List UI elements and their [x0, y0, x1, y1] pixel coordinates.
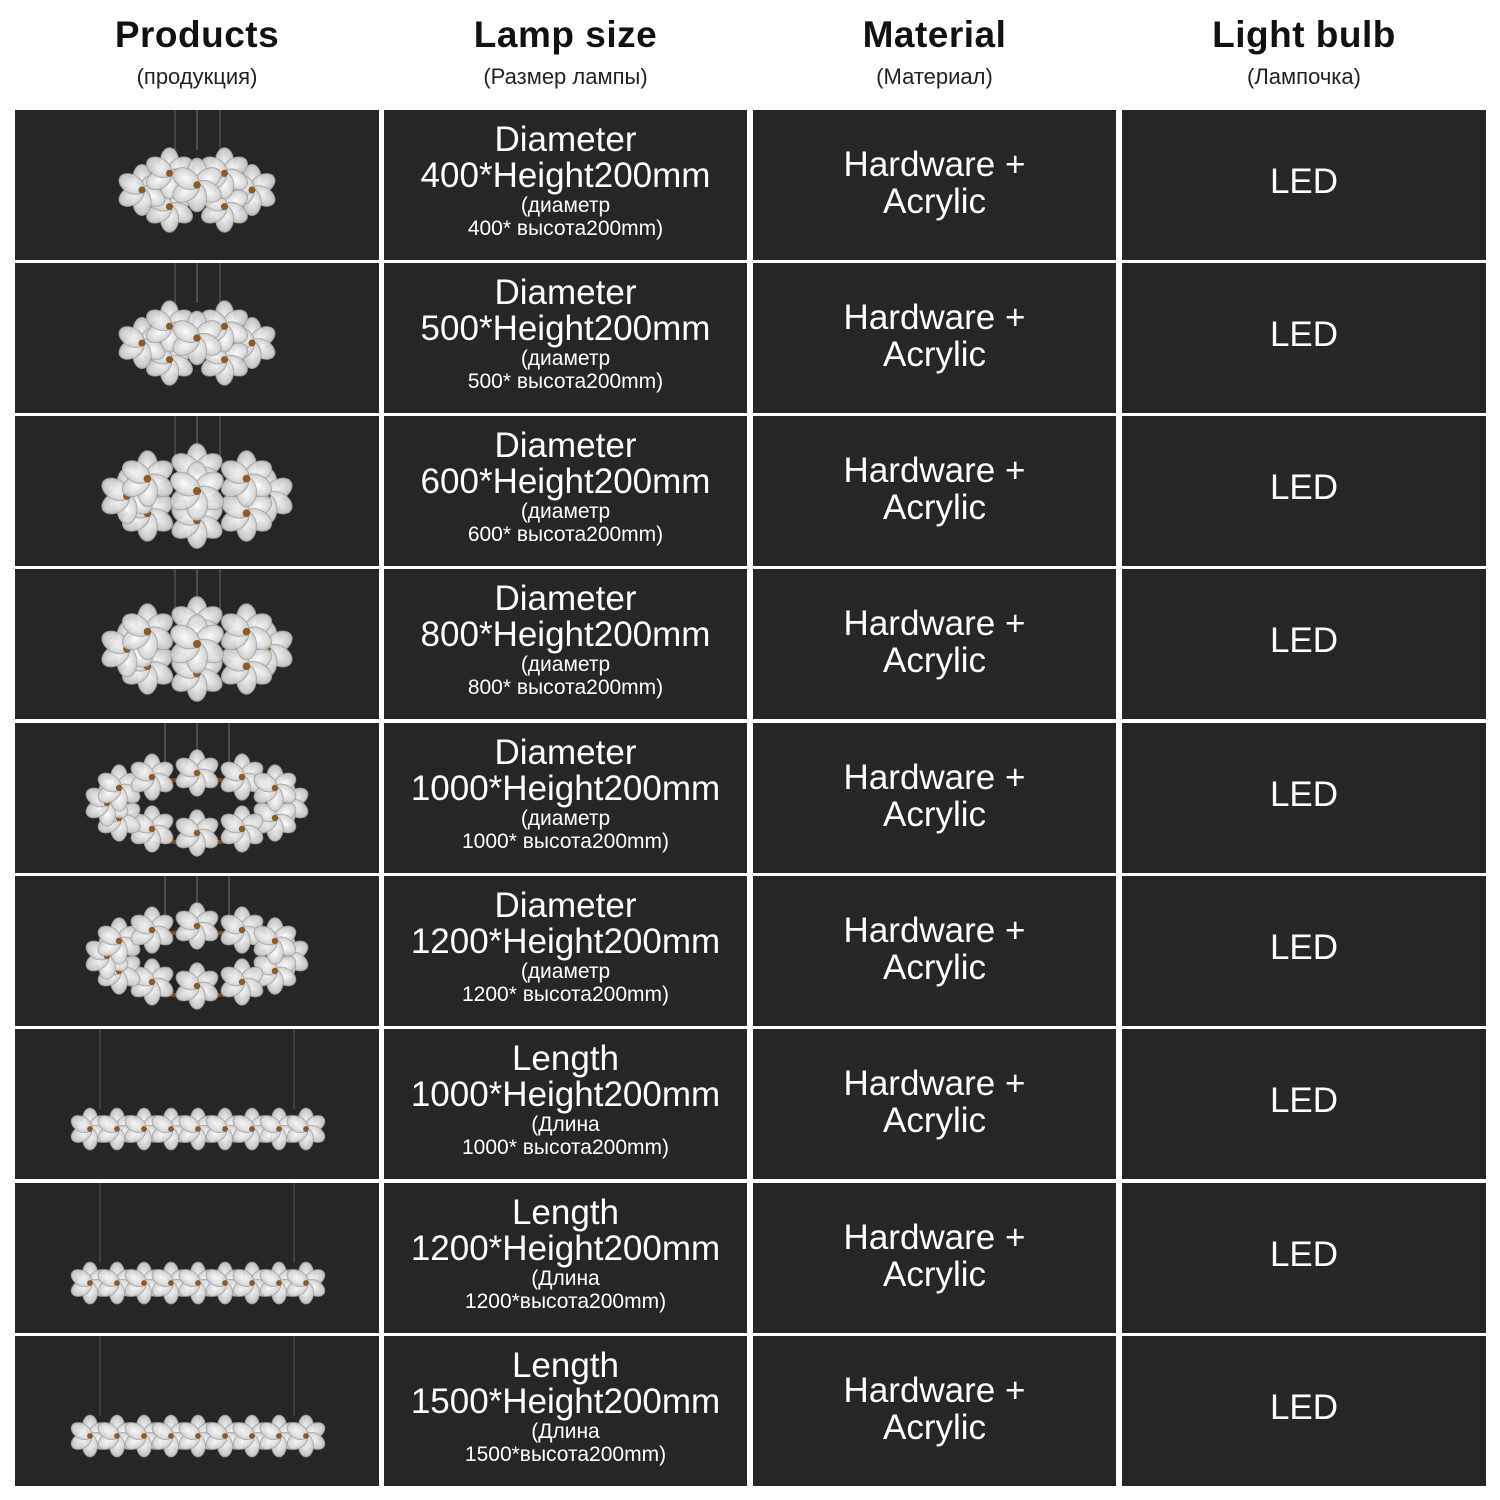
light-bulb-cell — [1122, 1336, 1486, 1486]
header-material-sublabel: (Материал) — [876, 64, 993, 89]
header-light-bulb — [1122, 0, 1486, 108]
light-bulb-cell — [1122, 876, 1486, 1026]
light-bulb-cell — [1122, 723, 1486, 873]
lamp-size-cell — [384, 1183, 747, 1333]
chandelier-image — [15, 723, 379, 873]
lamp-size-cell — [384, 263, 747, 413]
header-material — [753, 0, 1116, 108]
table-row — [0, 110, 1500, 260]
material-line: Acrylic — [882, 1255, 987, 1294]
product-image-cell — [15, 263, 379, 413]
lamp-size-line: (диаметр — [520, 653, 611, 676]
lamp-size-line: 1500*высота200mm) — [464, 1443, 667, 1466]
lamp-size-line: 600*Height200mm — [420, 462, 711, 501]
lamp-size-line: 400* высота200mm) — [467, 217, 664, 240]
product-image-cell — [15, 1029, 379, 1179]
lamp-size-cell — [384, 1029, 747, 1179]
lamp-size-line: (диаметр — [520, 347, 611, 370]
light-bulb-value: LED — [1269, 1235, 1339, 1274]
lamp-size-line: Diameter — [494, 733, 637, 772]
lamp-size-line: (диаметр — [520, 807, 611, 830]
product-image-cell — [15, 569, 379, 719]
light-bulb-cell — [1122, 1183, 1486, 1333]
lamp-size-cell — [384, 416, 747, 566]
material-line: Acrylic — [882, 948, 987, 987]
lamp-size-line: Diameter — [494, 579, 637, 618]
lamp-size-line: Length — [511, 1039, 620, 1078]
lamp-size-cell — [384, 110, 747, 260]
light-bulb-cell — [1122, 263, 1486, 413]
material-line: Acrylic — [882, 488, 987, 527]
chandelier-image — [15, 876, 379, 1026]
table-row — [0, 569, 1500, 719]
chandelier-image — [15, 263, 379, 413]
lamp-size-line: 800* высота200mm) — [467, 676, 664, 699]
material-line: Hardware + — [843, 145, 1026, 184]
lamp-size-line: 1200*высота200mm) — [464, 1290, 667, 1313]
lamp-size-line: (Длина — [531, 1113, 600, 1136]
header-lamp-size — [384, 0, 747, 108]
header-material-label: Material — [862, 14, 1007, 55]
lamp-size-line: Length — [511, 1193, 620, 1232]
material-line: Acrylic — [882, 795, 987, 834]
lamp-size-line: 1200* высота200mm) — [461, 983, 669, 1006]
light-bulb-cell — [1122, 569, 1486, 719]
chandelier-image — [15, 416, 379, 566]
material-line: Acrylic — [882, 335, 987, 374]
light-bulb-value: LED — [1269, 1388, 1339, 1427]
material-line: Hardware + — [843, 1218, 1026, 1257]
lamp-size-line: Diameter — [494, 426, 637, 465]
lamp-size-line: 400*Height200mm — [420, 156, 711, 195]
lamp-size-line: 500*Height200mm — [420, 309, 711, 348]
chandelier-image — [15, 1029, 379, 1179]
product-image-cell — [15, 723, 379, 873]
lamp-size-cell — [384, 1336, 747, 1486]
product-image-cell — [15, 416, 379, 566]
light-bulb-value: LED — [1269, 928, 1339, 967]
material-line: Hardware + — [843, 1064, 1026, 1103]
table-row — [0, 1029, 1500, 1179]
table-row — [0, 723, 1500, 873]
light-bulb-value: LED — [1269, 468, 1339, 507]
light-bulb-value: LED — [1269, 621, 1339, 660]
material-line: Hardware + — [843, 911, 1026, 950]
light-bulb-value: LED — [1269, 162, 1339, 201]
material-cell — [753, 1183, 1116, 1333]
header-lamp-size-sublabel: (Размер лампы) — [483, 64, 648, 89]
lamp-size-cell — [384, 569, 747, 719]
light-bulb-cell — [1122, 416, 1486, 566]
chandelier-image — [15, 1183, 379, 1333]
chandelier-image — [15, 569, 379, 719]
lamp-size-line: 600* высота200mm) — [467, 523, 664, 546]
lamp-size-line: Diameter — [494, 886, 637, 925]
material-line: Hardware + — [843, 1371, 1026, 1410]
material-line: Acrylic — [882, 1408, 987, 1447]
lamp-size-line: Length — [511, 1346, 620, 1385]
product-image-cell — [15, 1183, 379, 1333]
table-row — [0, 876, 1500, 1026]
lamp-size-line: 500* высота200mm) — [467, 370, 664, 393]
light-bulb-value: LED — [1269, 775, 1339, 814]
table-row — [0, 1336, 1500, 1486]
light-bulb-value: LED — [1269, 1081, 1339, 1120]
header-lamp-size-label: Lamp size — [473, 14, 658, 55]
material-line: Acrylic — [882, 641, 987, 680]
material-line: Hardware + — [843, 758, 1026, 797]
chandelier-image — [15, 110, 379, 260]
product-image-cell — [15, 1336, 379, 1486]
product-image-cell — [15, 876, 379, 1026]
material-line: Hardware + — [843, 298, 1026, 337]
lamp-size-line: 1200*Height200mm — [410, 922, 721, 961]
light-bulb-cell — [1122, 110, 1486, 260]
lamp-size-line: 800*Height200mm — [420, 615, 711, 654]
header-light-bulb-sublabel: (Лампочка) — [1247, 64, 1361, 89]
lamp-size-line: (диаметр — [520, 960, 611, 983]
material-cell — [753, 876, 1116, 1026]
material-cell — [753, 569, 1116, 719]
material-cell — [753, 723, 1116, 873]
table-row — [0, 263, 1500, 413]
product-image-cell — [15, 110, 379, 260]
lamp-size-line: Diameter — [494, 273, 637, 312]
table-row — [0, 1183, 1500, 1333]
material-cell — [753, 110, 1116, 260]
header-light-bulb-label: Light bulb — [1212, 14, 1396, 55]
table-row — [0, 416, 1500, 566]
lamp-size-line: (Длина — [531, 1267, 600, 1290]
light-bulb-cell — [1122, 1029, 1486, 1179]
lamp-size-line: (Длина — [531, 1420, 600, 1443]
material-cell — [753, 1029, 1116, 1179]
lamp-size-line: Diameter — [494, 120, 637, 159]
material-line: Acrylic — [882, 182, 987, 221]
material-cell — [753, 263, 1116, 413]
lamp-size-line: 1200*Height200mm — [410, 1229, 721, 1268]
lamp-size-line: 1000* высота200mm) — [461, 1136, 669, 1159]
lamp-size-cell — [384, 876, 747, 1026]
lamp-size-line: 1000*Height200mm — [410, 1075, 721, 1114]
header-products — [15, 0, 379, 108]
lamp-size-line: 1500*Height200mm — [410, 1382, 721, 1421]
header-products-sublabel: (продукция) — [136, 64, 258, 89]
lamp-size-cell — [384, 723, 747, 873]
lamp-size-line: 1000* высота200mm) — [461, 830, 669, 853]
light-bulb-value: LED — [1269, 315, 1339, 354]
material-line: Acrylic — [882, 1101, 987, 1140]
chandelier-image — [15, 1336, 379, 1486]
lamp-size-line: (диаметр — [520, 500, 611, 523]
table-header — [0, 0, 1500, 108]
material-cell — [753, 416, 1116, 566]
header-products-label: Products — [114, 14, 280, 55]
material-cell — [753, 1336, 1116, 1486]
material-line: Hardware + — [843, 451, 1026, 490]
lamp-size-line: 1000*Height200mm — [410, 769, 721, 808]
material-line: Hardware + — [843, 604, 1026, 643]
lamp-size-line: (диаметр — [520, 194, 611, 217]
